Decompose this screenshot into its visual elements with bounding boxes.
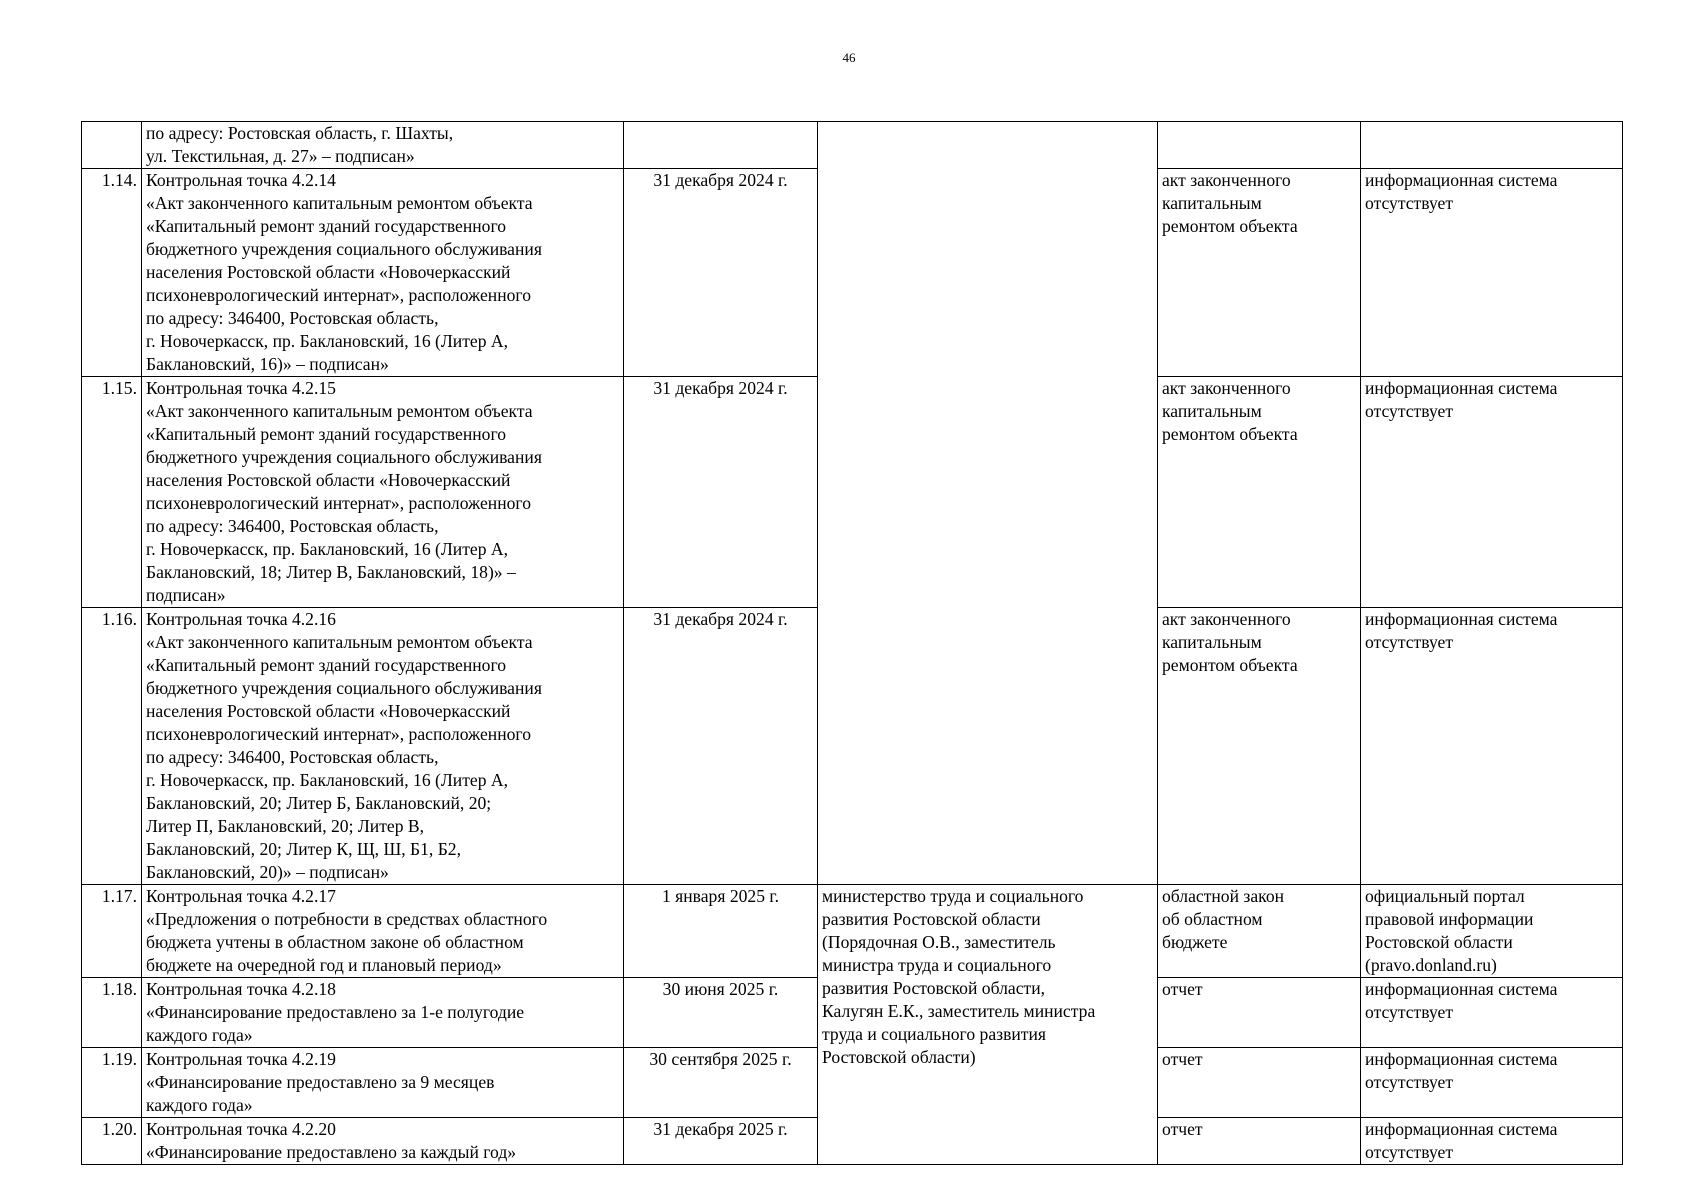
description-line: «Финансирование предоставлено за 9 месяцев [146,1072,495,1092]
row-description [142,608,624,885]
info-line: информационная система [1365,378,1558,398]
description-line: бюджетного учреждения социального обслуживания [146,239,542,259]
description-line: населения Ростовской области «Новочеркасский [146,701,511,721]
info-line: отсутствует [1365,193,1454,213]
row-description [142,169,624,377]
responsible-line: Ростовской области) [822,1047,976,1067]
description-line: г. Новочеркасск, пр. Баклановский, 16 (Литер А, [146,539,509,559]
row-number [82,122,142,169]
row-document [1158,978,1361,1048]
document-line: бюджете [1162,932,1228,952]
description-line: г. Новочеркасск, пр. Баклановский, 16 (Литер А, [146,331,509,351]
description-line: Баклановский, 16)» – подписан» [146,354,389,374]
document-line: об областном [1162,909,1263,929]
info-line: отсутствует [1365,632,1454,652]
description-line: Баклановский, 20)» – подписан» [146,862,389,882]
description-line: каждого года» [146,1025,253,1045]
description-line: Контрольная точка 4.2.14 [146,170,336,190]
info-line: информационная система [1365,1119,1558,1139]
responsible-cell-empty [818,122,1158,885]
row-number: 1.15. [82,377,142,608]
row-description [142,885,624,978]
row-info-system [1361,122,1623,169]
description-line: «Финансирование предоставлено за 1-е полугодие [146,1002,525,1022]
row-info-system [1361,978,1623,1048]
description-line: бюджетного учреждения социального обслуживания [146,678,542,698]
description-line: «Капитальный ремонт зданий государственного [146,216,507,236]
row-info-system [1361,1048,1623,1118]
responsible-line: министра труда и социального [822,955,1052,975]
description-line: «Акт законченного капитальным ремонтом объекта [146,632,533,652]
control-points-table [81,121,1623,1165]
info-line: отсутствует [1365,1072,1454,1092]
row-document [1158,122,1361,169]
row-date: 31 декабря 2024 г. [624,169,818,377]
responsible-line: развития Ростовской области, [822,978,1046,998]
document-line: ремонтом объекта [1162,655,1298,675]
document-line: ремонтом объекта [1162,216,1298,236]
document-line: отчет [1162,979,1203,999]
description-line: бюджета учтены в областном законе об областном [146,932,524,952]
description-line: «Финансирование предоставлено за каждый год» [146,1142,517,1162]
row-date: 30 сентября 2025 г. [624,1048,818,1118]
description-line: бюджете на очередной год и плановый период» [146,955,502,975]
info-line: информационная система [1365,170,1558,190]
document-line: отчет [1162,1119,1203,1139]
document-line: областной закон [1162,886,1285,906]
info-line: информационная система [1365,1049,1558,1069]
row-document [1158,377,1361,608]
info-line: информационная система [1365,979,1558,999]
row-date: 31 декабря 2025 г. [624,1118,818,1165]
description-line: г. Новочеркасск, пр. Баклановский, 16 (Литер А, [146,770,509,790]
description-line: Литер П, Баклановский, 20; Литер В, [146,816,425,836]
description-line: «Акт законченного капитальным ремонтом объекта [146,193,533,213]
responsible-line: развития Ростовской области [822,909,1041,929]
row-number: 1.16. [82,608,142,885]
info-line: Ростовской области [1365,932,1513,952]
description-line: по адресу: Ростовская область, г. Шахты, [146,123,454,143]
description-line: «Акт законченного капитальным ремонтом объекта [146,401,533,421]
description-line: Контрольная точка 4.2.18 [146,979,336,999]
description-line: Контрольная точка 4.2.16 [146,609,336,629]
row-date: 1 января 2025 г. [624,885,818,978]
description-line: по адресу: 346400, Ростовская область, [146,747,439,767]
info-line: (pravo.donland.ru) [1365,955,1497,975]
description-line: Баклановский, 20; Литер К, Щ, Ш, Б1, Б2, [146,839,461,859]
row-document [1158,1048,1361,1118]
row-description [142,978,624,1048]
row-date: 30 июня 2025 г. [624,978,818,1048]
description-line: ул. Текстильная, д. 27» – подписан» [146,146,415,166]
description-line: «Предложения о потребности в средствах областного [146,909,548,929]
row-info-system [1361,1118,1623,1165]
document-line: капитальным [1162,632,1262,652]
description-line: Контрольная точка 4.2.19 [146,1049,336,1069]
description-line: по адресу: 346400, Ростовская область, [146,516,439,536]
description-line: населения Ростовской области «Новочеркасский [146,262,511,282]
info-line: отсутствует [1365,1142,1454,1162]
info-line: официальный портал [1365,886,1525,906]
row-number: 1.17. [82,885,142,978]
info-line: отсутствует [1365,1002,1454,1022]
responsible-line: Калугян Е.К., заместитель министра [822,1001,1096,1021]
description-line: Контрольная точка 4.2.17 [146,886,336,906]
description-line: Баклановский, 18; Литер В, Баклановский, 18)» – [146,562,516,582]
row-number: 1.19. [82,1048,142,1118]
document-line: капитальным [1162,401,1262,421]
document-line: акт законченного [1162,609,1291,629]
description-line: Контрольная точка 4.2.20 [146,1119,336,1139]
document-line: акт законченного [1162,378,1291,398]
info-line: информационная система [1365,609,1558,629]
page-number: 46 [842,50,856,65]
description-line: населения Ростовской области «Новочеркасский [146,470,511,490]
description-line: подписан» [146,585,226,605]
document-line: капитальным [1162,193,1262,213]
responsible-line: (Порядочная О.В., заместитель [822,932,1056,952]
description-line: по адресу: 346400, Ростовская область, [146,308,439,328]
document-line: акт законченного [1162,170,1291,190]
row-document [1158,885,1361,978]
description-line: Контрольная точка 4.2.15 [146,378,336,398]
responsible-line: министерство труда и социального [822,886,1084,906]
row-document [1158,1118,1361,1165]
row-date [624,122,818,169]
responsible-cell [818,885,1158,1165]
info-line: отсутствует [1365,401,1454,421]
row-info-system [1361,169,1623,377]
description-line: Баклановский, 20; Литер Б, Баклановский, 20; [146,793,492,813]
description-line: психоневрологический интернат», расположенного [146,285,531,305]
description-line: психоневрологический интернат», расположенного [146,724,531,744]
row-date: 31 декабря 2024 г. [624,608,818,885]
row-number: 1.18. [82,978,142,1048]
row-document [1158,169,1361,377]
row-description [142,122,624,169]
description-line: бюджетного учреждения социального обслуживания [146,447,542,467]
row-number: 1.14. [82,169,142,377]
description-line: «Капитальный ремонт зданий государственного [146,655,507,675]
table-row [82,885,1623,978]
row-description [142,1048,624,1118]
row-info-system [1361,608,1623,885]
row-description [142,1118,624,1165]
description-line: каждого года» [146,1095,253,1115]
row-document [1158,608,1361,885]
description-line: «Капитальный ремонт зданий государственного [146,424,507,444]
responsible-line: труда и социального развития [822,1024,1046,1044]
row-info-system [1361,377,1623,608]
row-date: 31 декабря 2024 г. [624,377,818,608]
info-line: правовой информации [1365,909,1534,929]
row-number: 1.20. [82,1118,142,1165]
document-line: отчет [1162,1049,1203,1069]
document-line: ремонтом объекта [1162,424,1298,444]
row-info-system [1361,885,1623,978]
row-description [142,377,624,608]
description-line: психоневрологический интернат», расположенного [146,493,531,513]
table-row [82,122,1623,169]
